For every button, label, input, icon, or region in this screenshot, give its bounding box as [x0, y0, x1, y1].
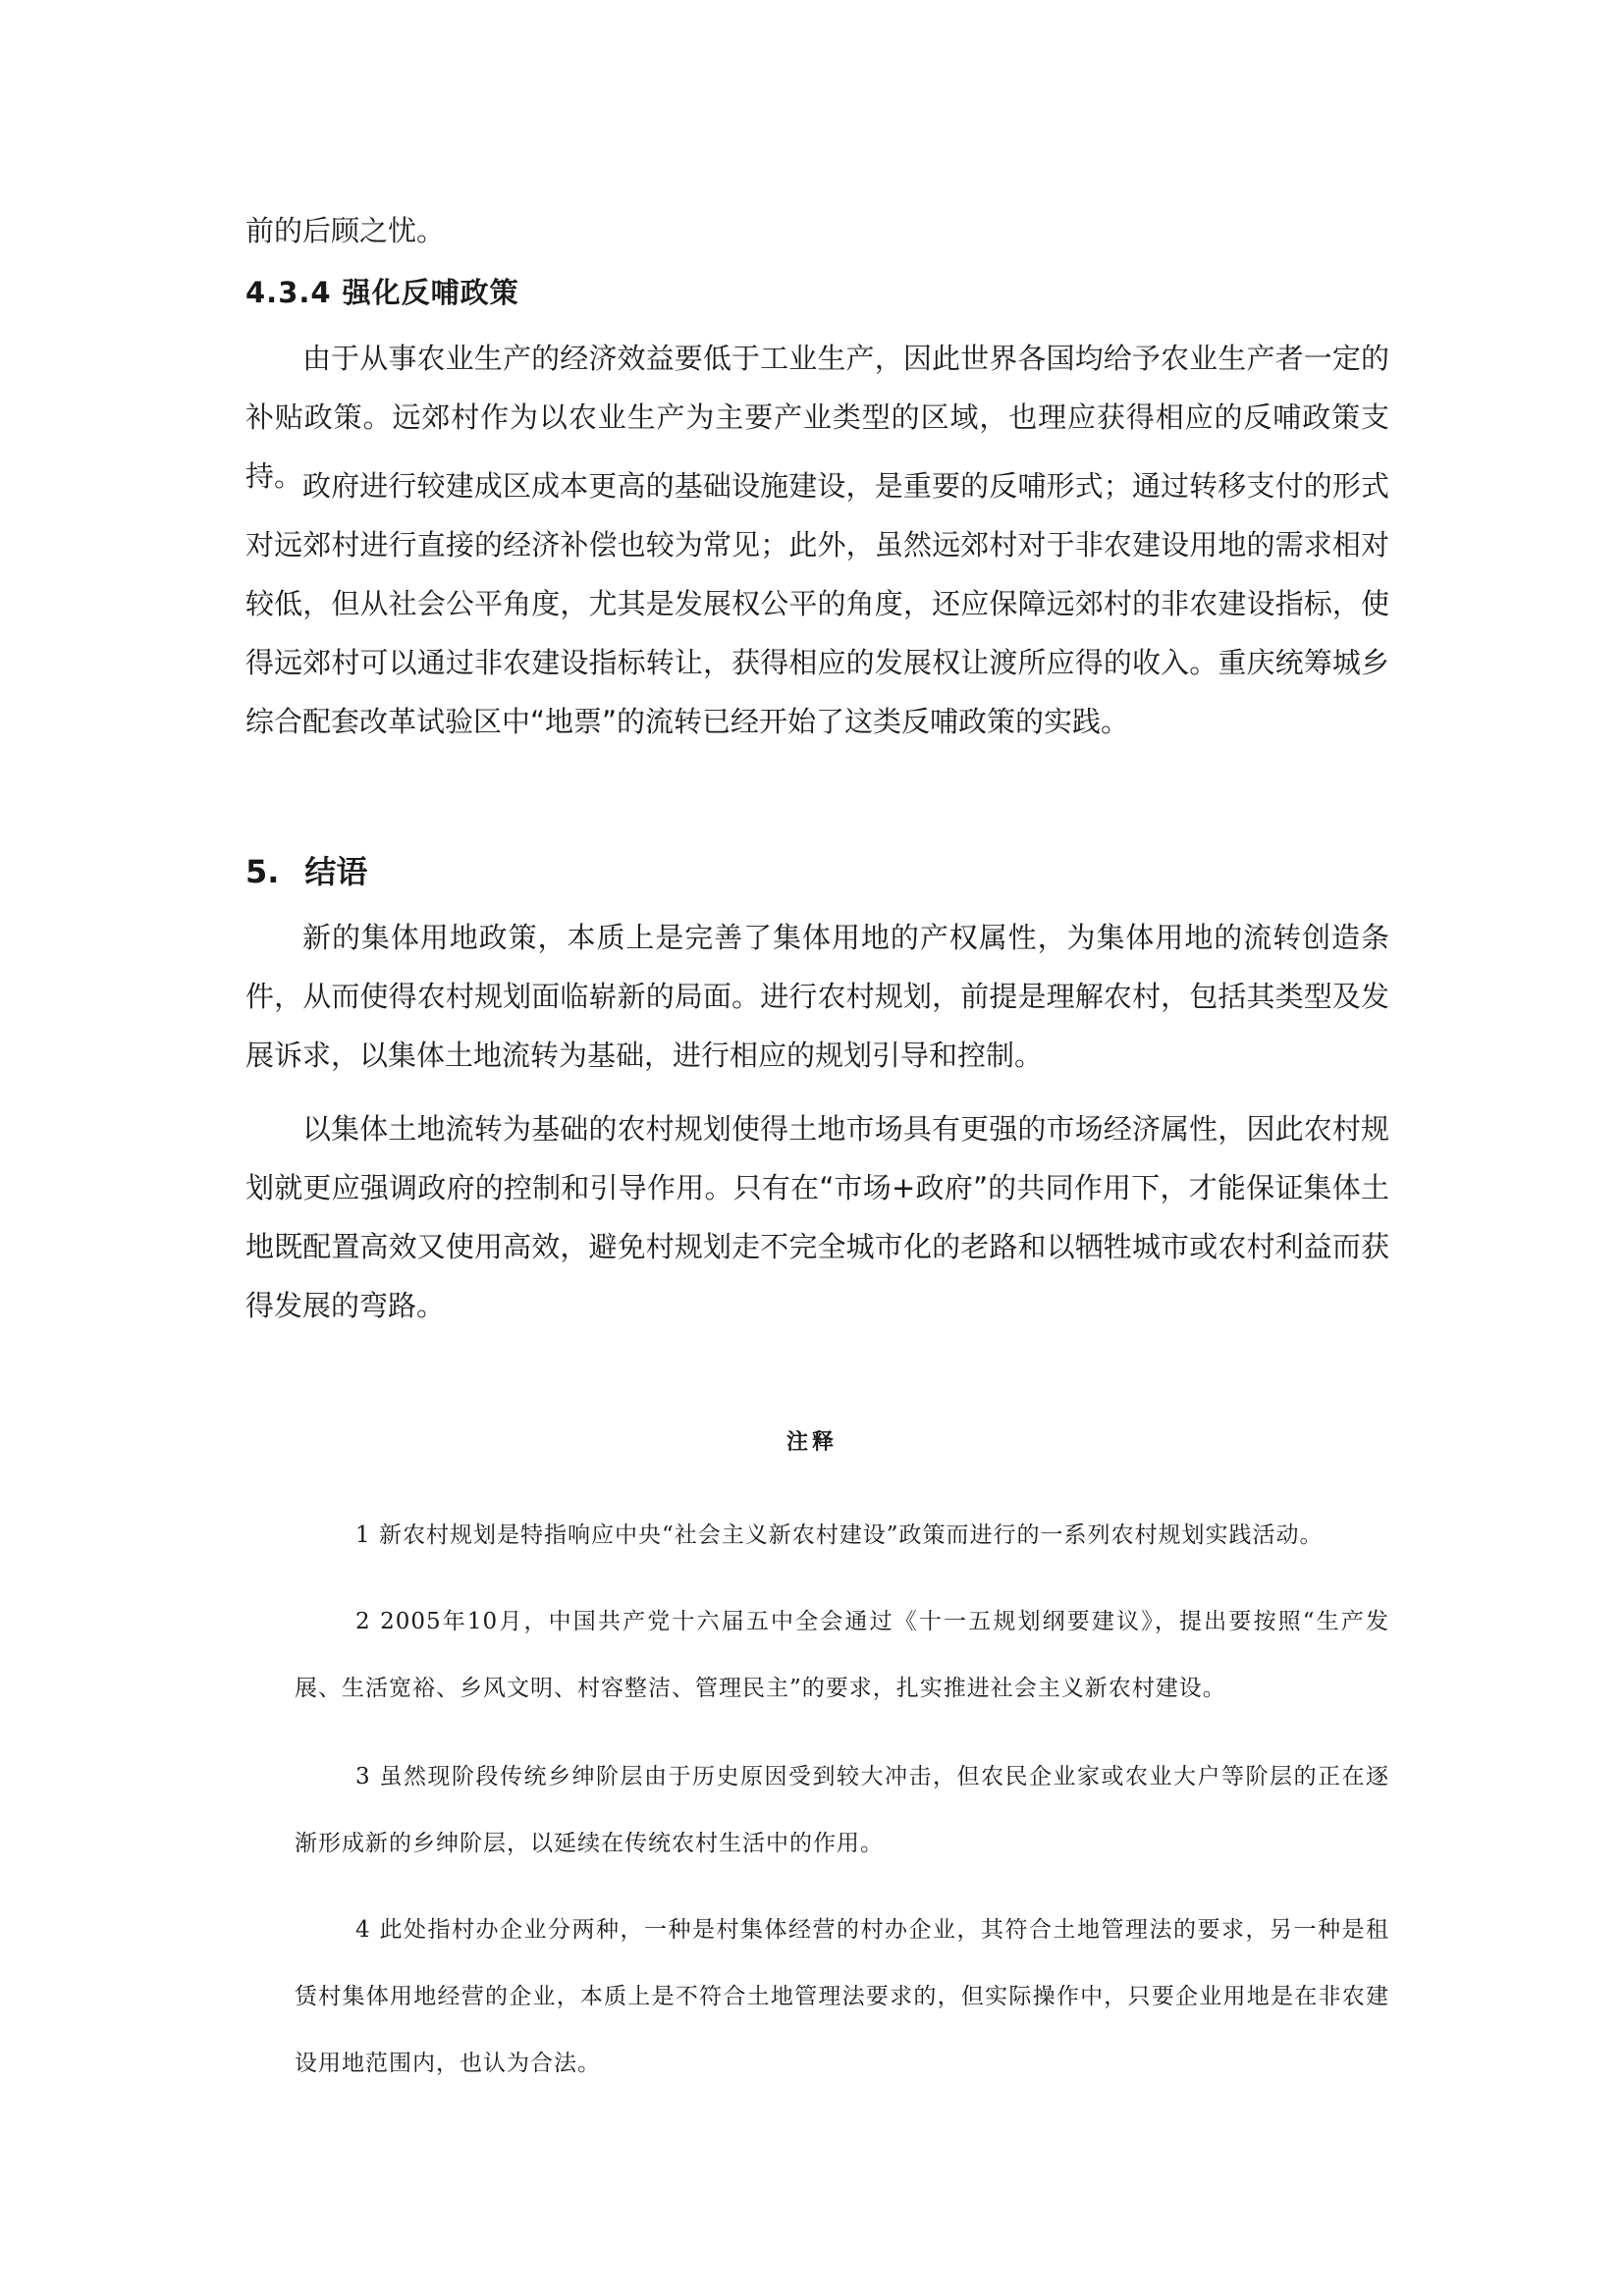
- note-1: 1 新农村规划是特指响应中央“社会主义新农村建设”政策而进行的一系列农村规划实践活动。: [355, 1522, 1324, 1548]
- section-heading: [245, 842, 367, 901]
- section-paragraph-1: 新的集体用地政策，本质上是完善了集体用地的产权属性，为集体用地的流转创造条件，从而使得农村规划面临崭新的局面。进行农村规划，前提是理解农村，包括其类型及发展诉求，以集体土地流转为基础，进行相应的规划引导和控制。: [245, 921, 1389, 1072]
- subsection-heading: 4.3.4 强化反哺政策: [245, 276, 519, 309]
- subsection-paragraph-1: 由于从事农业生产的经济效益要低于工业生产，因此世界各国均给予农业生产者一定的补贴政策。远郊村作为以农业生产为主要产业类型的区域，也理应获得相应的反哺政策支持。: [245, 342, 1389, 493]
- note-4: 4 此处指村办企业分两种，一种是村集体经营的村办企业，其符合土地管理法的要求，另一种是租赁村集体用地经营的企业，本质上是不符合土地管理法要求的，但实际操作中，只要企业用地是在非农建设用地范围内，也认为合法。: [295, 1917, 1389, 2076]
- section-paragraph-2: 以集体土地流转为基础的农村规划使得土地市场具有更强的市场经济属性，因此农村规划就更应强调政府的控制和引导作用。只有在“市场+政府”的共同作用下，才能保证集体土地既配置高效又使用高效，避免村规划走不完全城市化的老路和以牺牲城市或农村利益而获得发展的弯路。: [245, 1112, 1389, 1322]
- notes-title: 注释: [785, 1429, 838, 1455]
- section-number: 5.: [245, 853, 280, 890]
- section-title: 结语: [304, 853, 368, 890]
- subsection-paragraph-2: 政府进行较建成区成本更高的基础设施建设，是重要的反哺形式；通过转移支付的形式对远郊村进行直接的经济补偿也较为常见；此外，虽然远郊村对于非农建设用地的需求相对较低，但从社会公平角度，尤其是发展权公平的角度，还应保障远郊村的非农建设指标，使得远郊村可以通过非农建设指标转让，获得相应的发展权让渡所应得的收入。重庆统筹城乡综合配套改革试验区中“地票”的流转已经开始了这类反哺政策的实践。: [245, 469, 1389, 738]
- continuation-paragraph: 前的后顾之忧。: [245, 214, 446, 247]
- note-2: 2 2005年10月，中国共产党十六届五中全会通过《十一五规划纲要建议》，提出要按照“生产发展、生活宽裕、乡风文明、村容整洁、管理民主”的要求，扎实推进社会主义新农村建设。: [295, 1609, 1389, 1701]
- note-3: 3 虽然现阶段传统乡绅阶层由于历史原因受到较大冲击，但农民企业家或农业大户等阶层的正在逐渐形成新的乡绅阶层，以延续在传统农村生活中的作用。: [295, 1764, 1389, 1856]
